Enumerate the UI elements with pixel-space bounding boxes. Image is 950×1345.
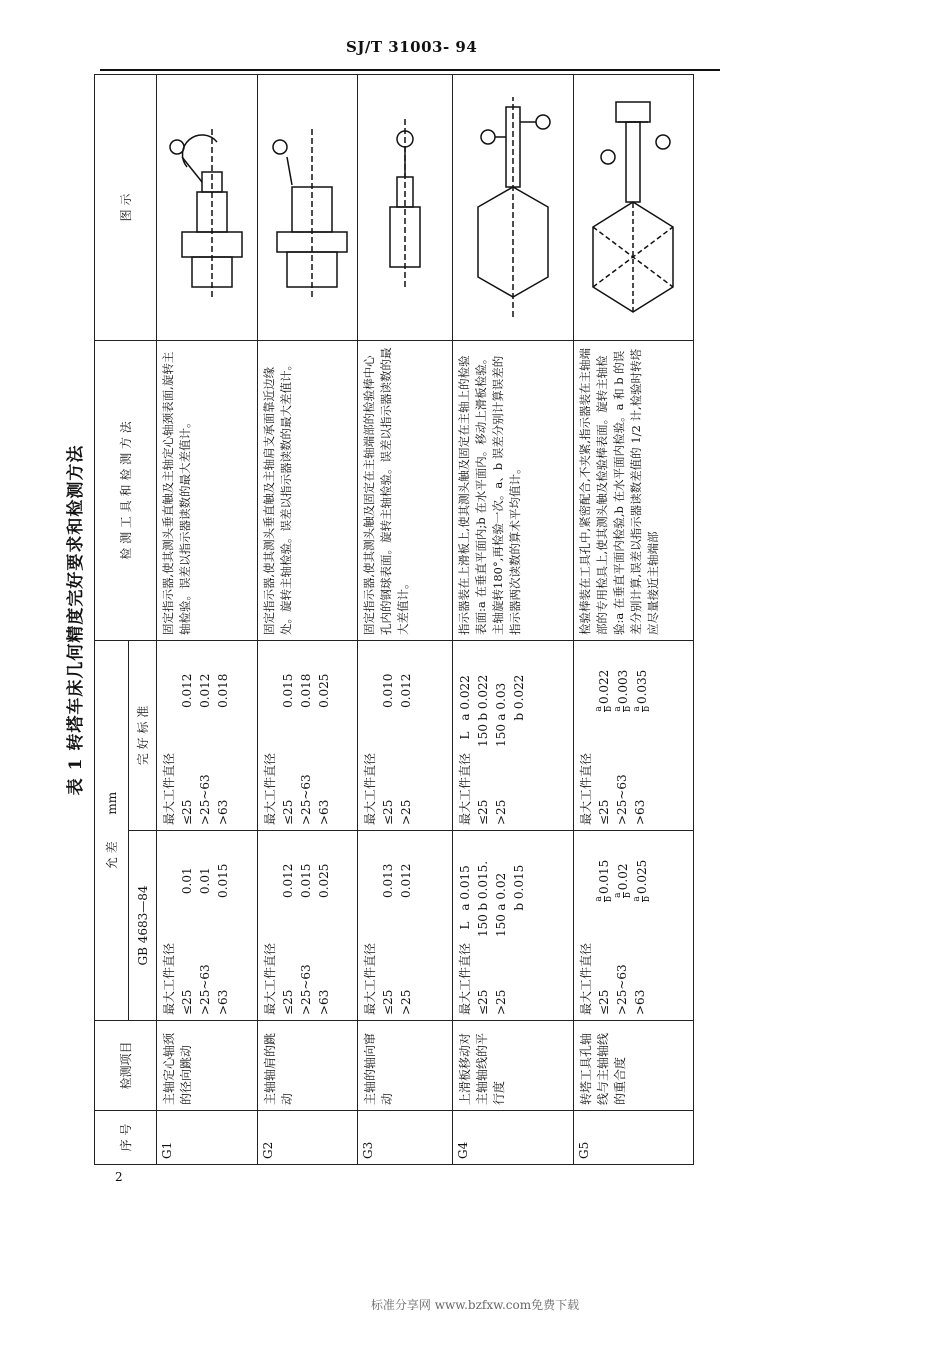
gb-value: 0.012 <box>398 863 413 898</box>
frac-bottom: b <box>603 896 614 902</box>
good-value: a 0.022 <box>458 675 473 721</box>
good-L: 150 <box>476 724 491 747</box>
frac-bottom: b <box>622 706 633 712</box>
gb-line: >25 <box>494 989 509 1015</box>
good-line: >63 <box>316 799 331 825</box>
gb-line: 最大工件直径 <box>362 942 377 1015</box>
row-method: 检验棒装在工具孔中,紧密配合,不夹紧,指示器装在主轴端部的专用检具上,使其测头触及检验棒表面。旋转主轴检验:a 在垂直平面内检验,b 在水平面内检验。a 和 b 的误差分别计算,误差以指示器读数差值的 1/2 计,检验时转塔应尽量接近主轴端部 <box>573 340 693 640</box>
header-tolerance-label: 允 差 <box>105 841 120 870</box>
frac-bottom: b <box>622 892 633 898</box>
spindle-runout-diagram <box>162 107 252 307</box>
header-seq: 序 号 <box>95 1111 157 1165</box>
row-good <box>257 640 357 830</box>
good-line: 最大工件直径 <box>362 752 377 825</box>
gb-line: ≤25 <box>180 989 195 1015</box>
good-line: ≤25 <box>596 799 611 825</box>
gb-L: L <box>458 921 473 930</box>
row-seq: G4 <box>453 1111 573 1165</box>
good-value: 0.018 <box>298 673 313 708</box>
row-good <box>357 640 452 830</box>
good-L: L <box>458 731 473 740</box>
row-method: 固定指示器,使其测头垂直触及主轴定心轴颈表面,旋转主轴检验。误差以指示器读数的最大差值计。 <box>157 340 257 640</box>
precision-table <box>94 74 694 1165</box>
page-number: 2 <box>115 1170 123 1184</box>
frac-top: a <box>631 896 642 902</box>
table-caption: 表 1 转塔车床几何精度完好要求和检测方法 <box>66 444 86 796</box>
good-line: 最大工件直径 <box>162 752 177 825</box>
gb-line: ≤25 <box>380 989 395 1015</box>
table-row <box>257 74 357 1164</box>
header-tolerance <box>95 640 129 1020</box>
gb-line: ≤25 <box>280 989 295 1015</box>
table-row <box>357 74 452 1164</box>
good-line: >25~63 <box>298 774 313 825</box>
row-good <box>157 640 257 830</box>
gb-line: >25 <box>398 989 413 1015</box>
row-item: 上滑板移动对主轴轴线的平行度 <box>453 1021 573 1111</box>
gb-value: 0.013 <box>380 863 395 898</box>
good-line: >25 <box>494 799 509 825</box>
gb-value: 0.025 <box>316 863 331 898</box>
header-method: 检 测 工 具 和 检 测 方 法 <box>95 340 157 640</box>
gb-value: b 0.015 <box>512 864 527 911</box>
fraction-ab <box>633 706 652 712</box>
row-gb <box>573 831 693 1021</box>
gb-value: 0.015 <box>596 859 611 895</box>
row-figure <box>257 74 357 340</box>
row-figure <box>357 74 452 340</box>
rotated-table-area <box>60 75 720 1165</box>
row-item: 主轴定心轴颈的径向跳动 <box>157 1021 257 1111</box>
header-item: 检测项目 <box>95 1021 157 1111</box>
gb-line: 最大工件直径 <box>458 942 473 1015</box>
good-value: 0.003 <box>615 669 630 705</box>
good-line: ≤25 <box>476 799 491 825</box>
gb-line: >63 <box>316 989 331 1015</box>
standard-number: SJ/T 31003- 94 <box>346 38 478 56</box>
footer-watermark: 标准分享网 www.bzfxw.com免费下载 <box>370 1298 580 1312</box>
fraction-ab <box>633 896 652 902</box>
frac-bottom: b <box>641 896 652 902</box>
gb-value <box>261 836 279 926</box>
gb-line: ≤25 <box>476 989 491 1015</box>
good-value: 0.012 <box>398 673 413 708</box>
good-value: 0.025 <box>316 673 331 708</box>
good-value: 0.035 <box>634 669 649 705</box>
row-figure <box>157 74 257 340</box>
table-row <box>453 74 573 1164</box>
good-line: >25~63 <box>198 774 213 825</box>
gb-value: 0.02 <box>615 863 630 891</box>
gb-value: 0.01 <box>180 867 195 895</box>
gb-line: 最大工件直径 <box>578 942 593 1015</box>
good-line: ≤25 <box>380 799 395 825</box>
gb-value: 0.012 <box>280 863 295 898</box>
gb-value: b 0.015. <box>476 860 491 911</box>
frac-top: a <box>631 706 642 712</box>
gb-line: >25~63 <box>614 964 629 1015</box>
frac-top: a <box>612 706 623 712</box>
frac-top: a <box>593 706 604 712</box>
frac-top: a <box>612 892 623 898</box>
frac-top: a <box>593 896 604 902</box>
spindle-shoulder-diagram <box>262 107 352 307</box>
gb-value: a 0.02 <box>494 872 509 911</box>
good-line: 最大工件直径 <box>262 752 277 825</box>
header-unit: mm <box>105 791 120 815</box>
row-item: 主轴轴肩的跳动 <box>257 1021 357 1111</box>
turret-coincidence-diagram <box>578 87 688 327</box>
axial-float-diagram <box>365 107 445 307</box>
good-line: 最大工件直径 <box>578 752 593 825</box>
gb-value: 0.01 <box>198 867 213 895</box>
header-figure: 图 示 <box>95 74 157 340</box>
row-method: 固定指示器,使其测头垂直触及主轴肩支承面靠近边缘处。旋转主轴检验。误差以指示器读数的最大差值计。 <box>257 340 357 640</box>
good-value: 0.022 <box>596 669 611 705</box>
good-value: 0.015 <box>280 673 295 708</box>
gb-line: >25~63 <box>298 964 313 1015</box>
gb-line: ≤25 <box>596 989 611 1015</box>
good-value: 0.010 <box>380 673 395 708</box>
fraction-ab <box>614 706 633 712</box>
row-figure <box>453 74 573 340</box>
fraction-ab <box>595 706 614 712</box>
gb-value <box>361 836 379 926</box>
gb-value <box>160 836 178 926</box>
fraction-ab <box>595 896 614 902</box>
gb-line: 最大工件直径 <box>262 942 277 1015</box>
row-seq: G5 <box>573 1111 693 1165</box>
good-value: b 0.022 <box>512 674 527 721</box>
gb-L: 150 <box>494 914 509 937</box>
good-line: >63 <box>632 799 647 825</box>
frac-bottom: b <box>603 706 614 712</box>
table-row <box>157 74 257 1164</box>
gb-line: >25~63 <box>198 964 213 1015</box>
good-value <box>361 646 379 736</box>
row-seq: G1 <box>157 1111 257 1165</box>
row-seq: G3 <box>357 1111 452 1165</box>
row-gb <box>157 831 257 1021</box>
good-line: >25~63 <box>614 774 629 825</box>
header-gb: GB 4683—84 <box>129 831 157 1021</box>
good-value <box>160 646 178 736</box>
good-L: 150 <box>494 724 509 747</box>
gb-value: 0.015 <box>298 863 313 898</box>
row-method: 指示器装在上滑板上,使其测头触及固定在主轴上的检验表面:a 在垂直平面内;b 在水平面内。移动上滑板检验。主轴旋转180°,再检验一次。a、b 误差分别计算误差的指示器两次读数的算术平均值计。 <box>453 340 573 640</box>
header-good: 完 好 标 准 <box>129 640 157 830</box>
gb-value: a 0.015 <box>458 865 473 911</box>
row-seq: G2 <box>257 1111 357 1165</box>
gb-line: >63 <box>216 989 231 1015</box>
good-line: ≤25 <box>280 799 295 825</box>
slide-parallelism-diagram <box>458 87 568 327</box>
good-value: a 0.03 <box>494 682 509 721</box>
good-value: 0.018 <box>216 673 231 708</box>
good-value: 0.012 <box>180 673 195 708</box>
row-item: 转塔工具孔轴线与主轴轴线的重合度 <box>573 1021 693 1111</box>
gb-value: 0.025 <box>634 859 649 895</box>
row-figure <box>573 74 693 340</box>
fraction-ab <box>614 892 633 898</box>
row-gb <box>257 831 357 1021</box>
good-line: >25 <box>398 799 413 825</box>
row-gb <box>453 831 573 1021</box>
gb-line: 最大工件直径 <box>162 942 177 1015</box>
gb-value: 0.015 <box>216 863 231 898</box>
row-item: 主轴的轴向窜动 <box>357 1021 452 1111</box>
good-value: b 0.022 <box>476 674 491 721</box>
row-method: 固定指示器,使其测头触及固定在主轴端部的检验棒中心孔内的钢球表面。旋转主轴检验。误差以指示器读数的最大差值计。 <box>357 340 452 640</box>
gb-L: 150 <box>476 914 491 937</box>
good-line: ≤25 <box>180 799 195 825</box>
good-line: 最大工件直径 <box>458 752 473 825</box>
table-row <box>573 74 693 1164</box>
frac-bottom: b <box>641 706 652 712</box>
row-good <box>453 640 573 830</box>
header-rule <box>100 69 720 71</box>
good-line: >63 <box>216 799 231 825</box>
row-good <box>573 640 693 830</box>
good-value: 0.012 <box>198 673 213 708</box>
gb-line: >63 <box>632 989 647 1015</box>
good-value <box>261 646 279 736</box>
row-gb <box>357 831 452 1021</box>
